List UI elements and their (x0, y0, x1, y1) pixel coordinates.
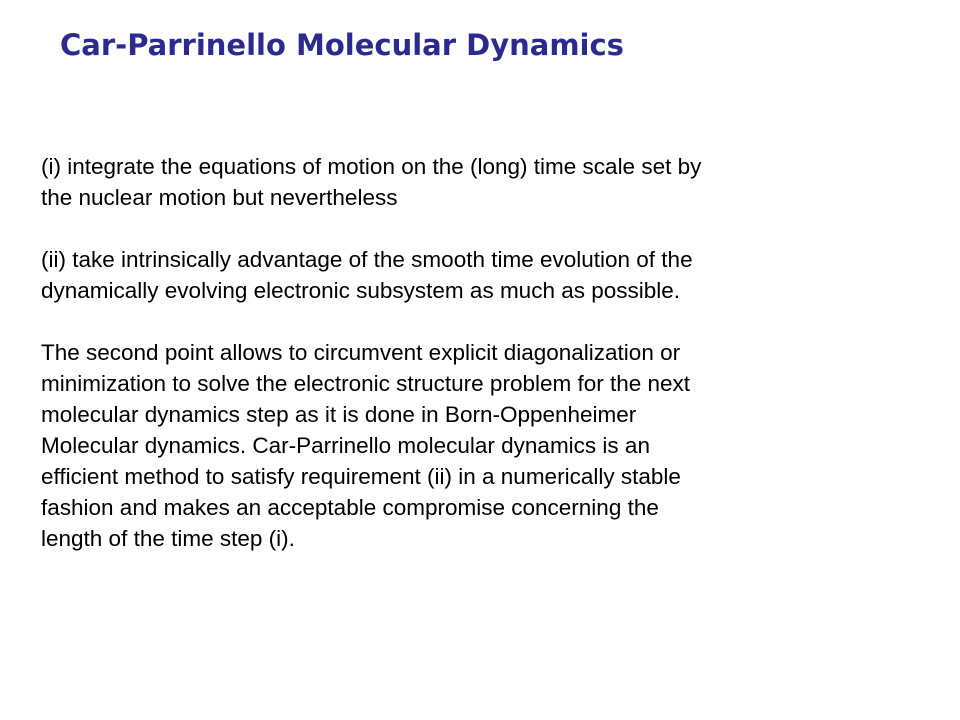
text-line: minimization to solve the electronic structure problem for the next (41, 371, 691, 396)
paragraph-objective-i (41, 151, 861, 213)
text-line: fashion and makes an acceptable compromise concerning the (41, 495, 659, 520)
text-line: dynamically evolving electronic subsystem as much as possible. (41, 278, 681, 303)
paragraph-explanation (41, 337, 861, 554)
slide-title: Car-Parrinello Molecular Dynamics (60, 28, 624, 62)
text-line: Molecular dynamics. Car-Parrinello molecular dynamics is an (41, 433, 650, 458)
slide-body (41, 151, 861, 554)
text-line: (i) integrate the equations of motion on the (long) time scale set by (41, 154, 702, 179)
text-line: (ii) take intrinsically advantage of the smooth time evolution of the (41, 247, 693, 272)
paragraph-objective-ii (41, 244, 861, 306)
text-line: The second point allows to circumvent explicit diagonalization or (41, 340, 681, 365)
text-line: efficient method to satisfy requirement (ii) in a numerically stable (41, 464, 681, 489)
text-line: length of the time step (i). (41, 526, 295, 551)
text-line: the nuclear motion but nevertheless (41, 185, 398, 210)
text-line: molecular dynamics step as it is done in Born-Oppenheimer (41, 402, 637, 427)
